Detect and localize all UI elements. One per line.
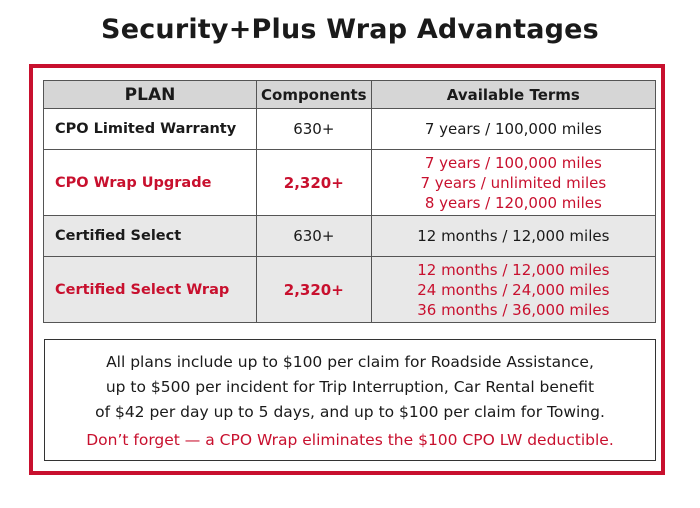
term-line: 24 months / 24,000 miles [417, 280, 610, 299]
term-line: 7 years / 100,000 miles [424, 153, 602, 172]
plans-table [43, 80, 656, 323]
components-count: 630+ [257, 216, 372, 257]
note-line: All plans include up to $100 per claim for Roadside Assistance, [106, 353, 594, 371]
term-line: 8 years / 120,000 miles [424, 193, 602, 212]
components-count: 630+ [257, 109, 372, 150]
note-line: up to $500 per incident for Trip Interruption, Car Rental benefit [105, 378, 595, 396]
table-row-certified-select [44, 216, 656, 257]
table-row-cpo-wrap-upgrade [44, 150, 656, 216]
header-plan: PLAN [44, 81, 257, 109]
deductible-reminder: Don’t forget — a CPO Wrap eliminates the $100 CPO LW deductible. [86, 431, 614, 449]
term-line: 36 months / 36,000 miles [417, 300, 610, 319]
table-row-certified-select-wrap [44, 257, 656, 323]
plan-name: CPO Limited Warranty [44, 109, 257, 150]
table-row-cpo-limited-warranty [44, 109, 656, 150]
components-count: 2,320+ [257, 150, 372, 216]
term-line: 7 years / 100,000 miles [424, 120, 602, 138]
plan-name: CPO Wrap Upgrade [44, 150, 257, 216]
term-line: 12 months / 12,000 miles [417, 227, 610, 245]
components-count: 2,320+ [257, 257, 372, 323]
benefits-note-text [45, 350, 655, 425]
term-line: 7 years / unlimited miles [420, 173, 607, 192]
table-header-row [44, 81, 656, 109]
available-terms [371, 216, 655, 257]
available-terms [371, 109, 655, 150]
benefits-note-box [44, 339, 656, 461]
plan-name: Certified Select [44, 216, 257, 257]
header-components: Components [257, 81, 372, 109]
available-terms [371, 257, 655, 323]
available-terms [371, 150, 655, 216]
page-title: Security+Plus Wrap Advantages [101, 14, 599, 45]
note-line: of $42 per day up to 5 days, and up to $100 per claim for Towing. [95, 403, 605, 421]
plan-name: Certified Select Wrap [44, 257, 257, 323]
header-available-terms: Available Terms [371, 81, 655, 109]
term-line: 12 months / 12,000 miles [417, 260, 610, 279]
